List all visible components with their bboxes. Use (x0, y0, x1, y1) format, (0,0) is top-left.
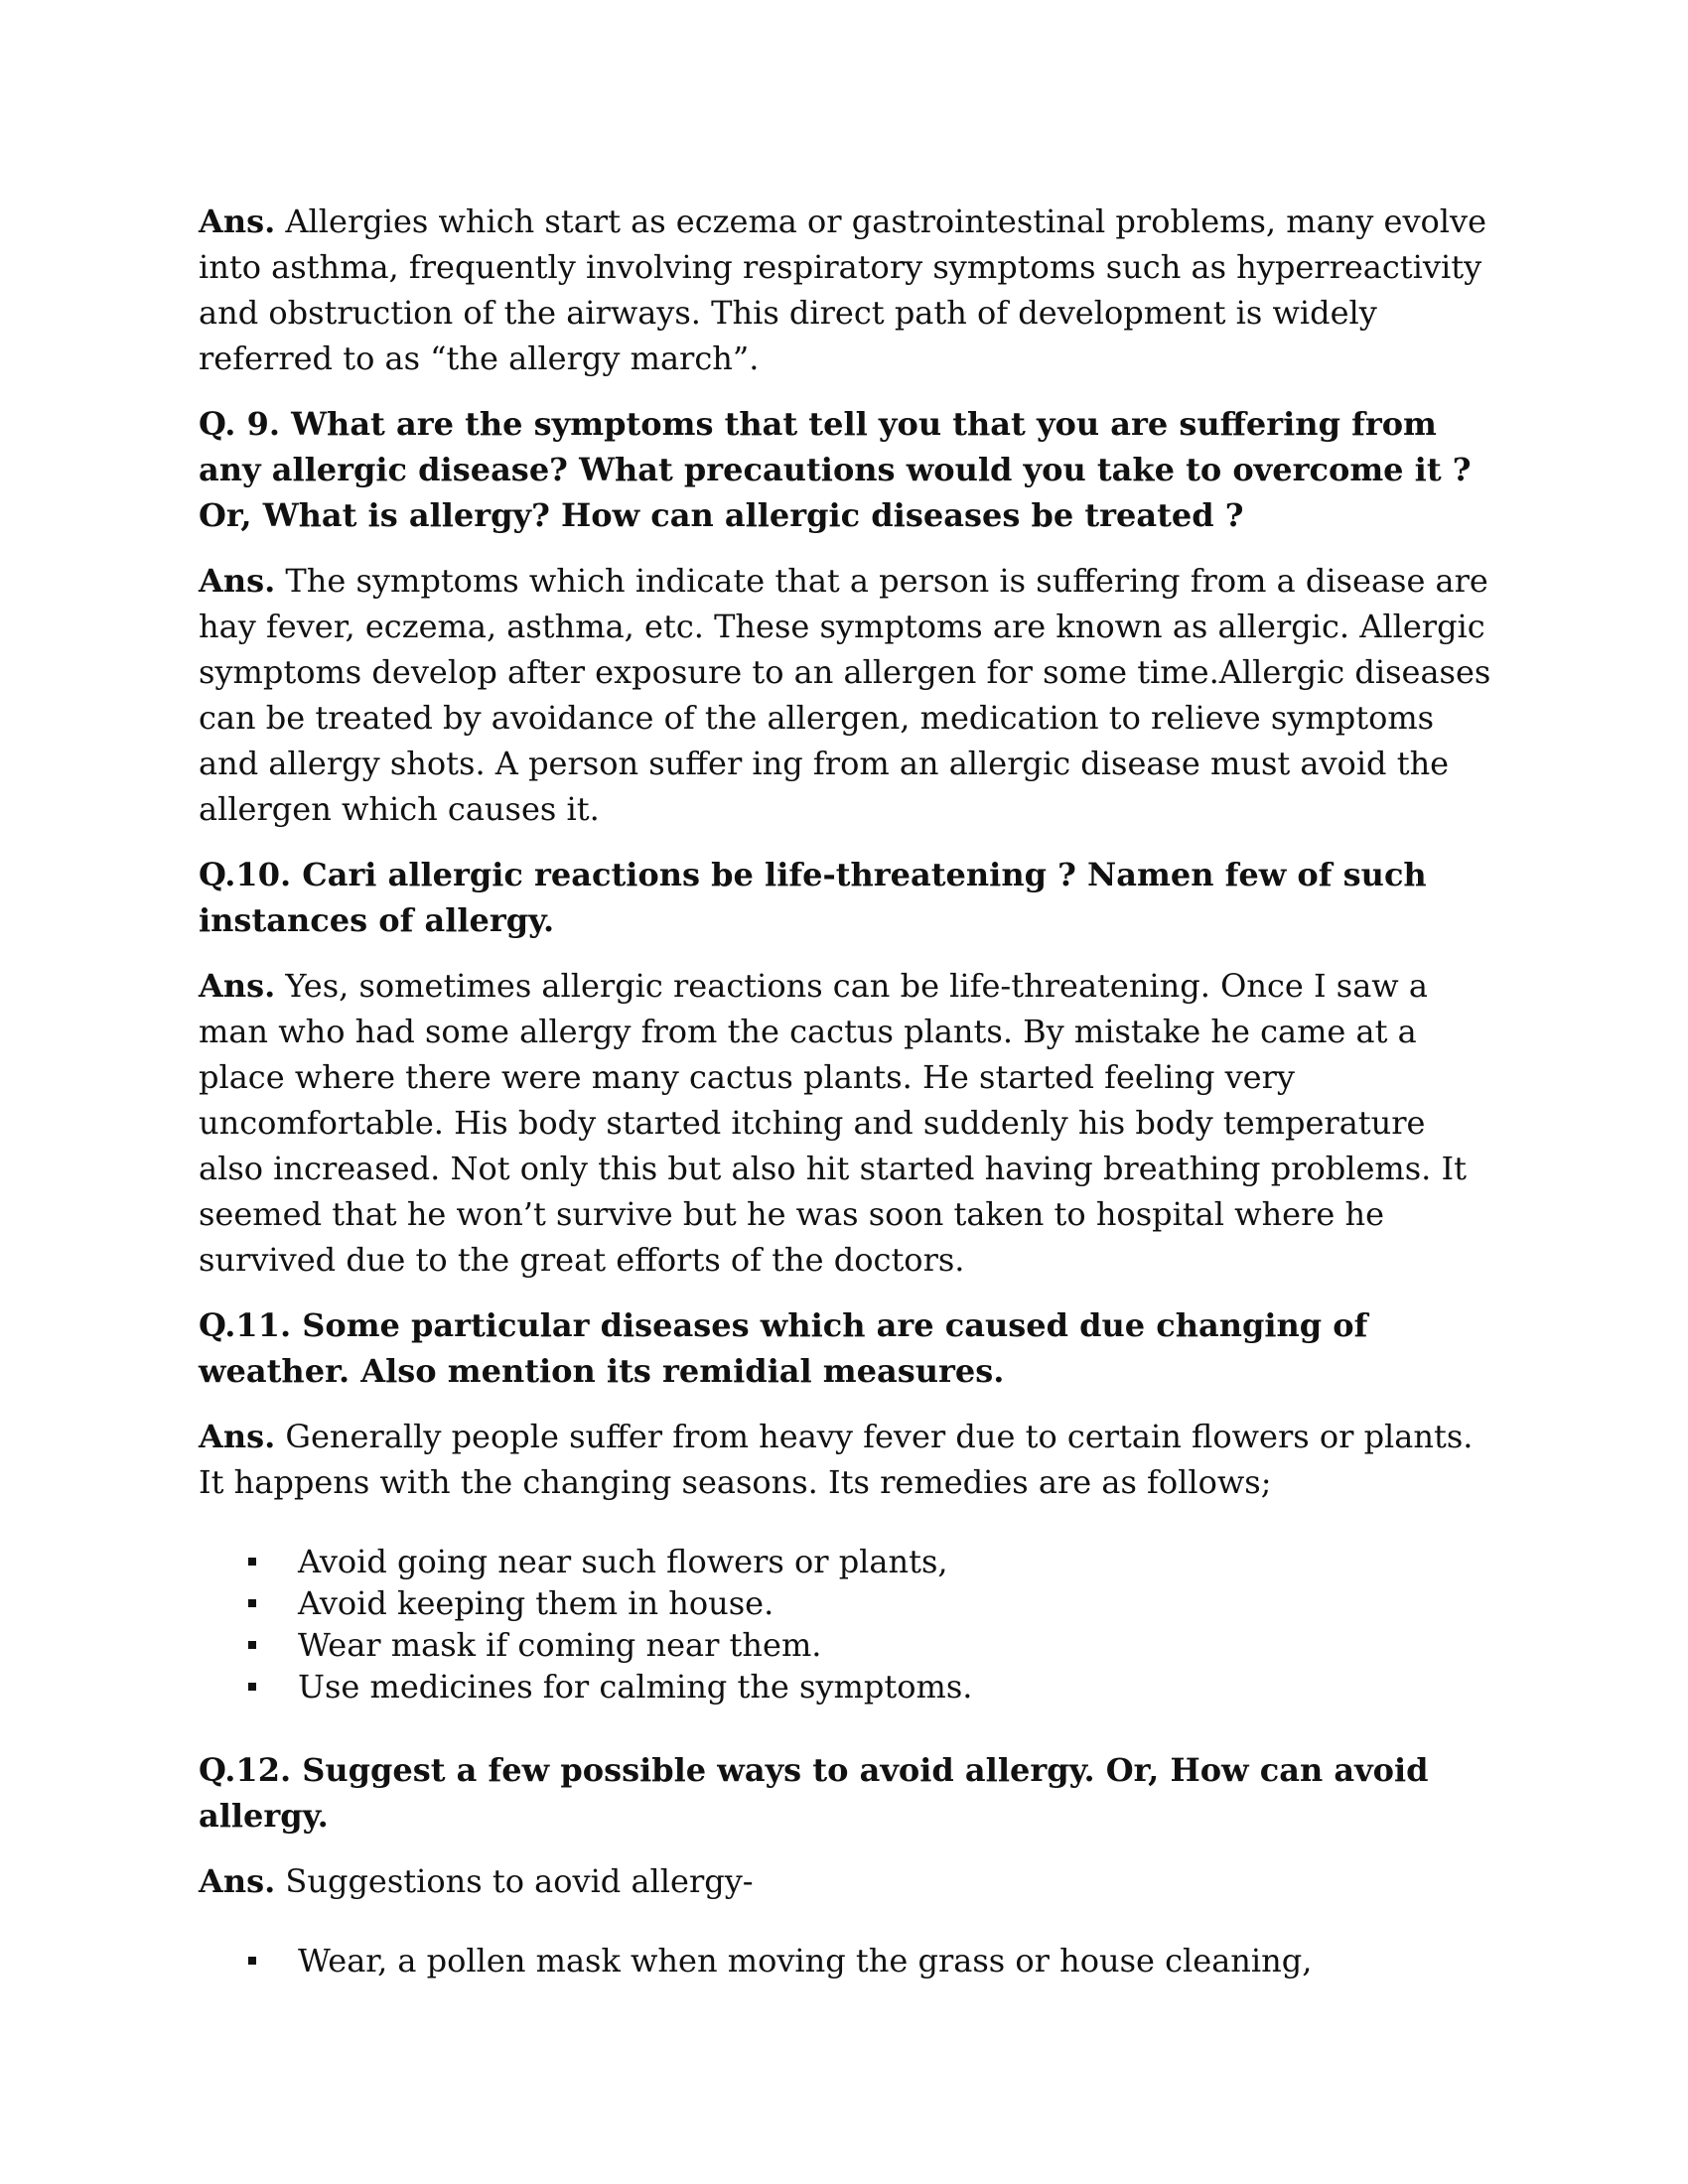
answer-q10 (199, 963, 1499, 1283)
list-item (199, 1624, 1499, 1666)
bullet-icon (248, 1641, 256, 1649)
answer-text: Allergies which start as eczema or gastrointestinal problems, many evolve into asthma, frequently involving respiratory symptoms such as hyperreactivity and obstruction of the airways. This direct path of development is widely referred to as “the allergy march”. (199, 203, 1487, 377)
list-item (199, 1666, 1499, 1707)
list-item (199, 1582, 1499, 1624)
answer-label: Ans. (199, 967, 276, 1005)
answer-text: The symptoms which indicate that a person is suffering from a disease are hay fever, eczema, asthma, etc. These symptoms are known as allergic. Allergic symptoms develop after exposure to an allergen for some time.Allergic diseases can be treated by avoidance of the allergen, medication to relieve symptoms and allergy shots. A person suffer ing from an allergic disease must avoid the allergen which causes it. (199, 562, 1491, 828)
question-12: Q.12. Suggest a few possible ways to avoid allergy. Or, How can avoid allergy. (199, 1751, 1429, 1835)
list-item (199, 1541, 1499, 1582)
bullet-icon (248, 1558, 256, 1566)
question-10: Q.10. Cari allergic reactions be life-threatening ? Namen few of such instances of allergy. (199, 856, 1427, 939)
answer-q9 (199, 558, 1499, 832)
bullet-icon (248, 1683, 256, 1691)
answer-q8 (199, 199, 1499, 381)
answer-text: Yes, sometimes allergic reactions can be life-threatening. Once I saw a man who had some allergy from the cactus plants. By mistake he came at a place where there were many cactus plants. He started feeling very uncomfortable. His body started itching and suddenly his body temperature also increased. Not only this but also hit started having breathing problems. It seemed that he won’t survive but he was soon taken to hospital where he survived due to the great efforts of the doctors. (199, 967, 1468, 1279)
list-item (199, 1940, 1499, 1981)
bullet-icon (248, 1957, 256, 1965)
answer-text: Suggestions to aovid allergy- (275, 1862, 754, 1900)
list-item-text: Avoid keeping them in house. (298, 1584, 774, 1622)
answer-q11 (199, 1414, 1499, 1505)
bullet-icon (248, 1599, 256, 1607)
answer-label: Ans. (199, 1418, 276, 1455)
list-item-text: Avoid going near such flowers or plants, (298, 1543, 948, 1580)
question-11: Q.11. Some particular diseases which are caused due changing of weather. Also mention its remidial measures. (199, 1306, 1368, 1390)
answer-label: Ans. (199, 1862, 276, 1900)
list-item-text: Wear, a pollen mask when moving the grass or house cleaning, (298, 1942, 1313, 1979)
suggestions-list (199, 1940, 1499, 1981)
question-9: Q. 9. What are the symptoms that tell you that you are suffering from any allergic disease? What precautions would you take to overcome it ? Or, What is allergy? How can allergic diseases be treated ? (199, 405, 1472, 534)
answer-text: Generally people suffer from heavy fever due to certain flowers or plants. It happens with the changing seasons. Its remedies are as follows; (199, 1418, 1474, 1501)
answer-label: Ans. (199, 203, 276, 240)
answer-label: Ans. (199, 562, 276, 600)
answer-q12 (199, 1858, 1499, 1904)
list-item-text: Use medicines for calming the symptoms. (298, 1668, 973, 1706)
list-item-text: Wear mask if coming near them. (298, 1626, 822, 1664)
document-page (199, 199, 1499, 2021)
remedies-list (199, 1541, 1499, 1707)
